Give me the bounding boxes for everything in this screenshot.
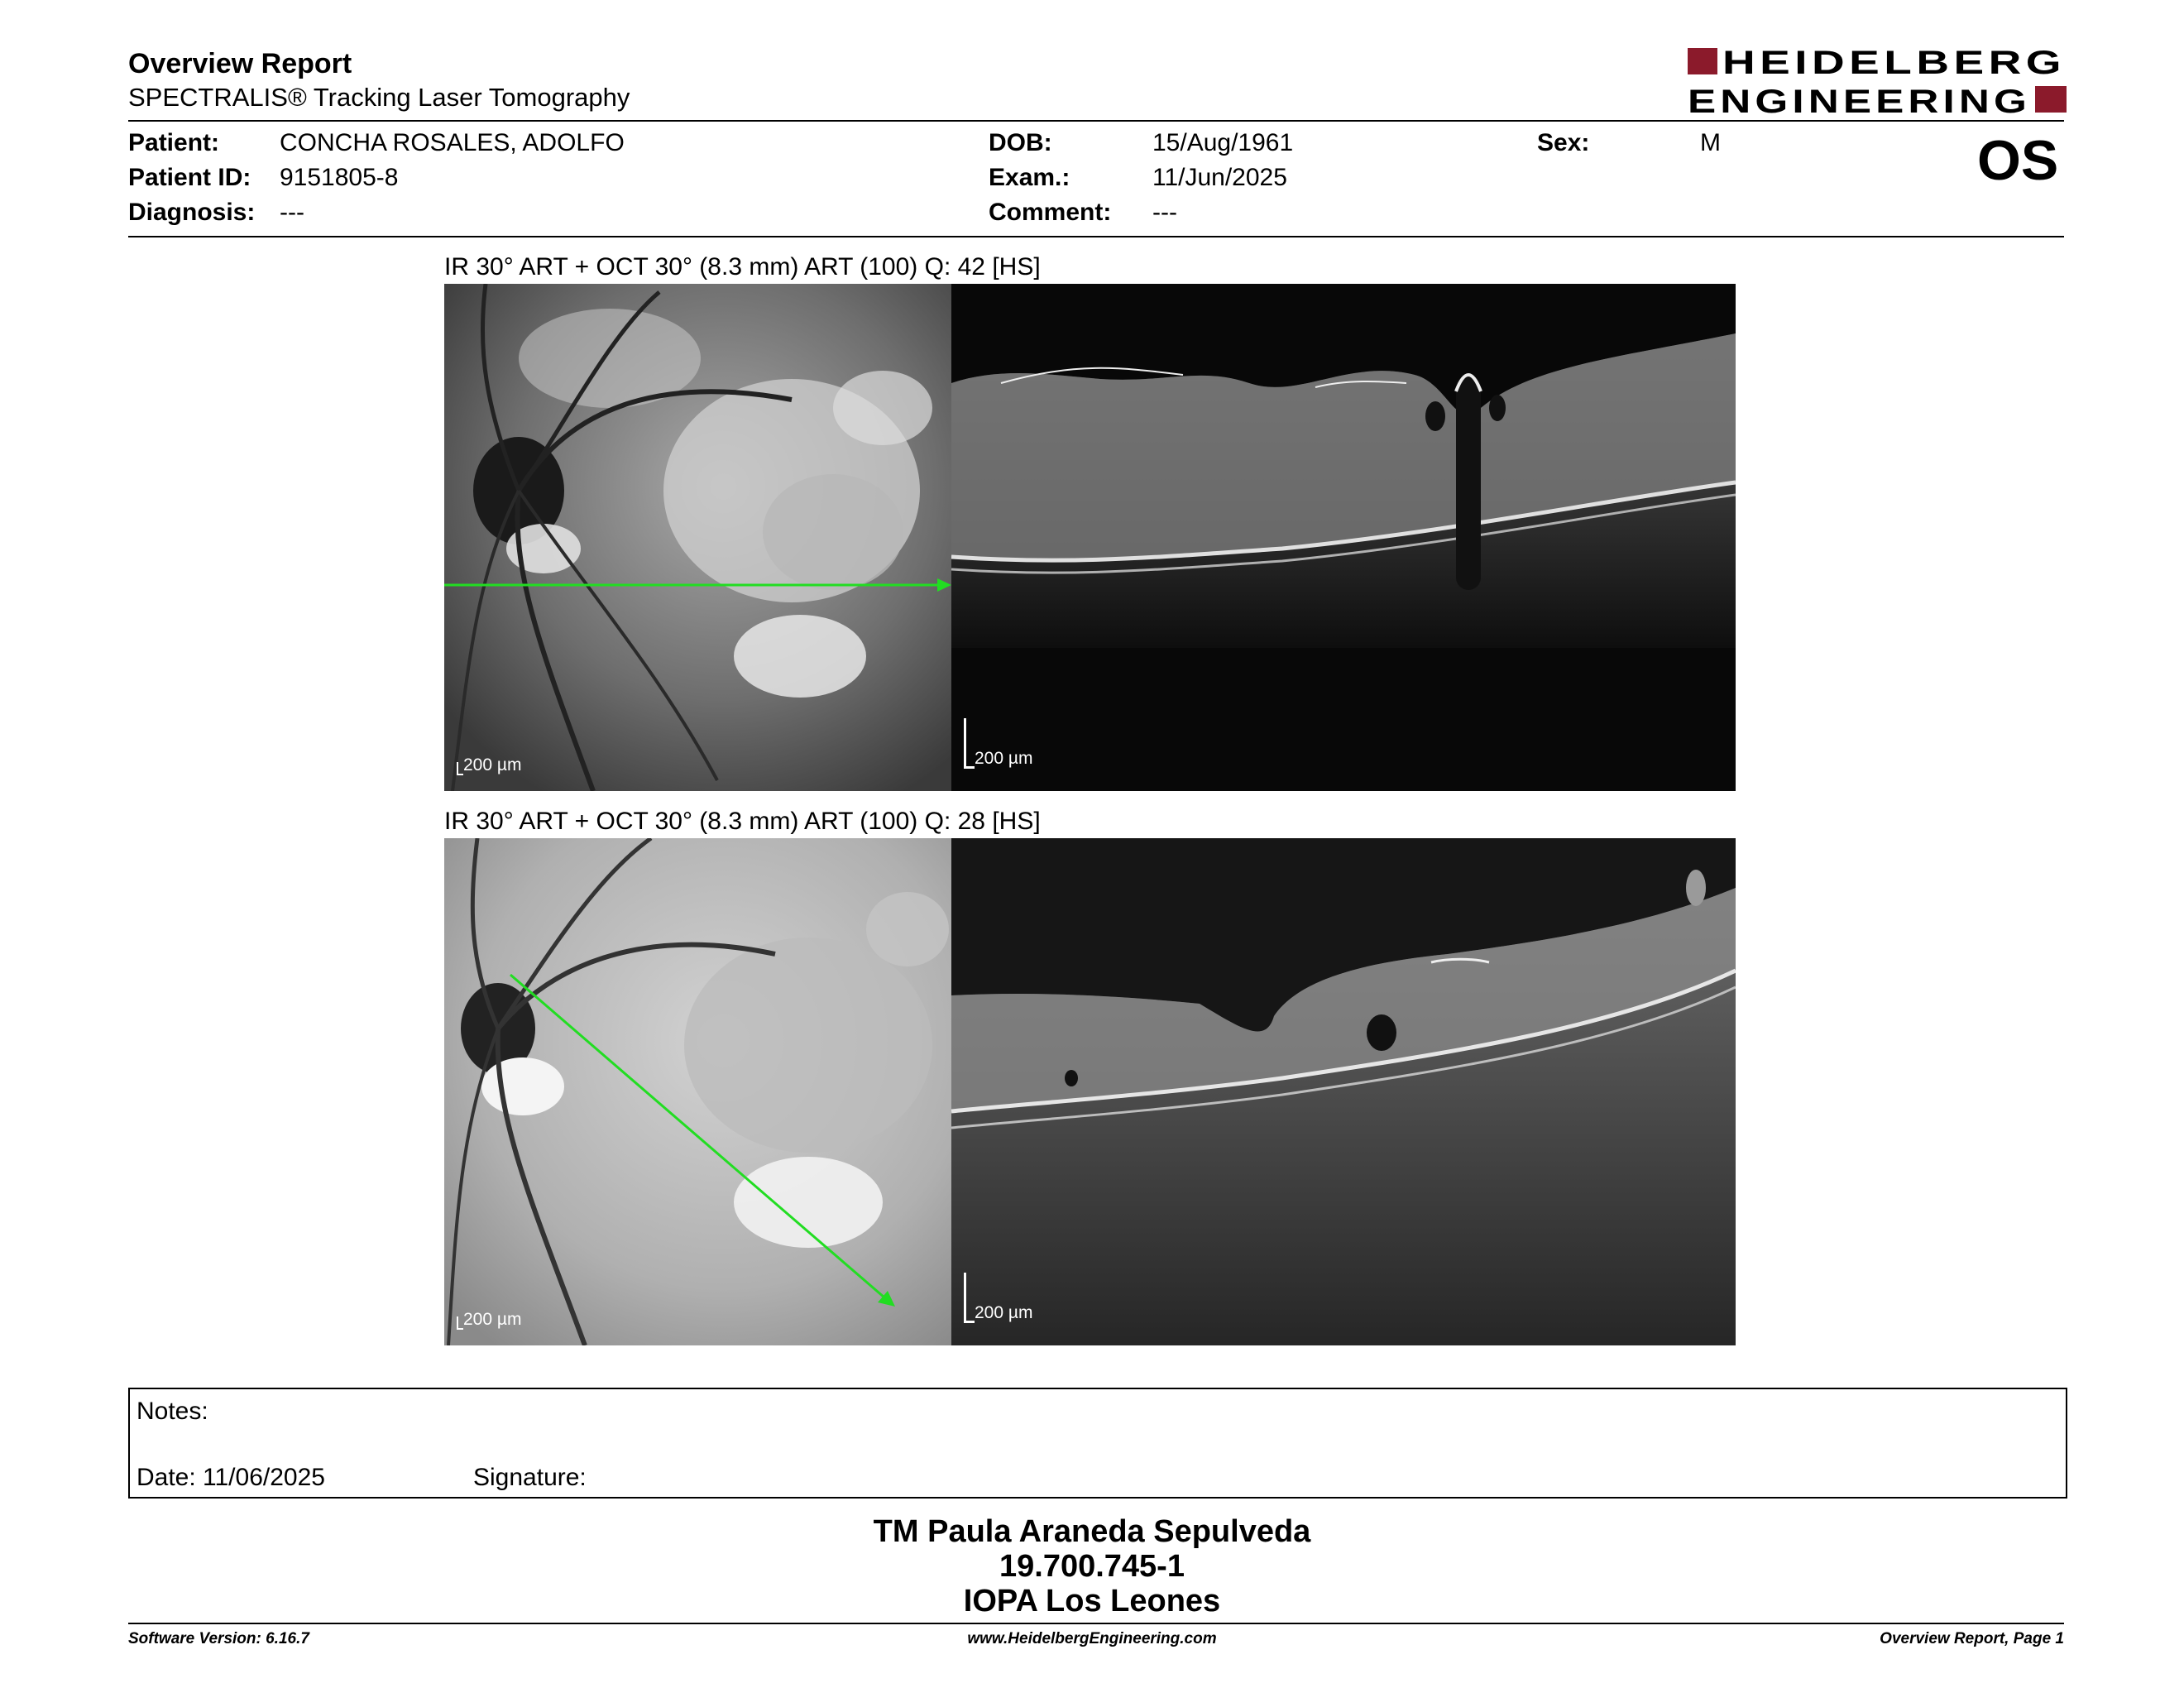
header-divider xyxy=(128,120,2064,122)
patient-divider xyxy=(128,236,2064,237)
website-link[interactable]: www.HeidelbergEngineering.com xyxy=(967,1630,1217,1647)
patient-id: 9151805-8 xyxy=(280,164,399,191)
brand-line1: HEIDELBERG xyxy=(1722,46,2066,81)
scan1-caption: IR 30° ART + OCT 30° (8.3 mm) ART (100) Q: 42 [HS] xyxy=(444,253,1041,281)
operator-name: TM Paula Araneda Sepulveda xyxy=(873,1514,1311,1549)
notes-box[interactable] xyxy=(128,1388,2067,1499)
software-version: Software Version: 6.16.7 xyxy=(128,1630,309,1647)
exam-value: 11/Jun/2025 xyxy=(1152,164,1287,191)
eye-laterality: OS xyxy=(1977,129,2059,192)
scan2-oct-image[interactable] xyxy=(951,838,1736,1345)
clinic-name: IOPA Los Leones xyxy=(963,1584,1221,1618)
patient-label: Patient: xyxy=(128,129,220,156)
notes-label: Notes: xyxy=(136,1398,208,1425)
page-number: Overview Report, Page 1 xyxy=(1880,1630,2064,1647)
scan1-oct-scale: 200 µm xyxy=(964,718,1032,769)
brand-line2: ENGINEERING xyxy=(1688,84,2031,116)
exam-label: Exam.: xyxy=(989,164,1070,191)
scan1-ir-scale: 200 µm xyxy=(457,755,521,775)
patient-id-label: Patient ID: xyxy=(128,164,251,191)
dob-value: 15/Aug/1961 xyxy=(1152,129,1294,156)
dob-label: DOB: xyxy=(989,129,1052,156)
sex-label: Sex: xyxy=(1537,129,1590,156)
scan2-ir-image[interactable] xyxy=(444,838,951,1345)
scan2-oct-scale: 200 µm xyxy=(964,1273,1032,1323)
report-subtitle: SPECTRALIS® Tracking Laser Tomography xyxy=(128,83,630,112)
footer-divider xyxy=(128,1623,2064,1624)
diagnosis-value: --- xyxy=(280,199,304,226)
patient-name: CONCHA ROSALES, ADOLFO xyxy=(280,129,625,156)
diagnosis-label: Diagnosis: xyxy=(128,199,256,226)
comment-label: Comment: xyxy=(989,199,1112,226)
scan2-caption: IR 30° ART + OCT 30° (8.3 mm) ART (100) Q: 28 [HS] xyxy=(444,808,1041,835)
scan2-ir-scale: 200 µm xyxy=(457,1310,521,1330)
operator-rut: 19.700.745-1 xyxy=(999,1549,1185,1584)
sex-value: M xyxy=(1700,129,1721,156)
date-label: Date: 11/06/2025 xyxy=(136,1464,325,1491)
scan1-ir-image[interactable] xyxy=(444,284,951,791)
report-title: Overview Report xyxy=(128,48,352,79)
heidelberg-logo xyxy=(1688,46,2068,116)
signature-label: Signature: xyxy=(473,1464,587,1491)
scan1-oct-image[interactable] xyxy=(951,284,1736,791)
comment-value: --- xyxy=(1152,199,1177,226)
